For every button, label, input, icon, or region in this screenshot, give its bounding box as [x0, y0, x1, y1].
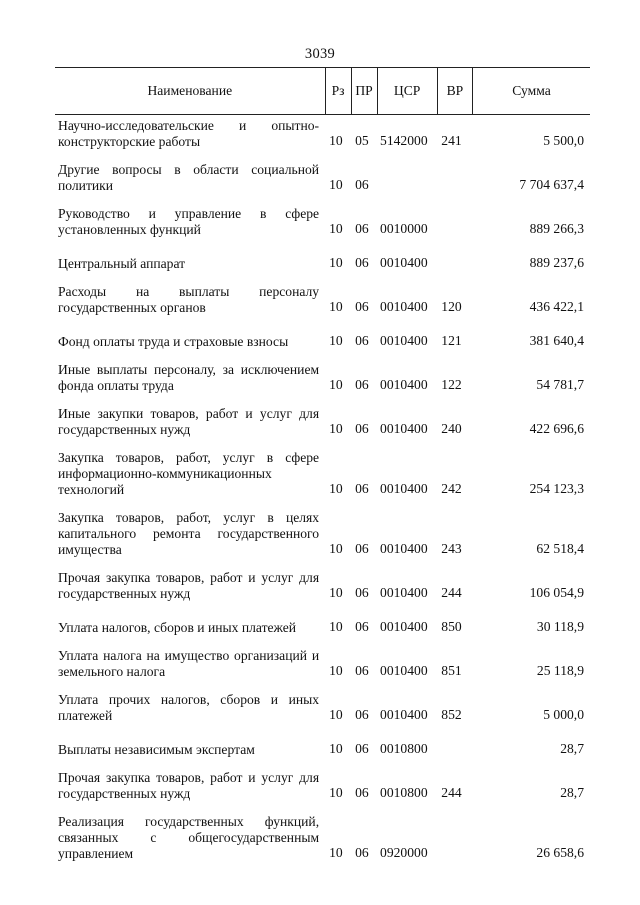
page-number: 3039 [304, 46, 336, 62]
table-row [55, 726, 590, 760]
row-vr-cell: 241 [441, 133, 462, 148]
row-sum-cell: 254 123,3 [529, 481, 584, 496]
row-csr-cell: 0010400 [380, 333, 428, 348]
row-sum-cell: 381 640,4 [529, 333, 584, 348]
table-row [55, 396, 590, 440]
row-pr-cell: 06 [355, 481, 369, 496]
row-pr-cell: 06 [355, 421, 369, 436]
row-name-cell: Уплата прочих налогов, сборов и иных платежей [58, 692, 320, 723]
row-csr-cell: 0920000 [380, 845, 428, 860]
row-csr-cell: 5142000 [380, 133, 428, 148]
row-pr-cell: 06 [355, 333, 369, 348]
row-name-cell: Выплаты независимым экспертам [58, 742, 255, 757]
row-name-cell: Научно-исследовательские и опытно-конструкторские работы [58, 118, 320, 149]
row-vr-cell: 242 [441, 481, 462, 496]
row-name-cell: Закупка товаров, работ, услуг в целях капитального ремонта государственного имущества [58, 510, 320, 557]
row-sum-cell: 28,7 [560, 785, 584, 800]
column-header-sum: Сумма [473, 68, 590, 115]
row-vr-cell [437, 804, 472, 864]
row-csr-cell: 0010400 [380, 585, 428, 600]
row-vr-cell [437, 726, 472, 760]
table-body [55, 115, 590, 865]
row-rz-cell: 10 [329, 333, 343, 348]
row-sum-cell: 5 500,0 [543, 133, 584, 148]
row-vr-cell: 122 [441, 377, 462, 392]
row-vr-cell [437, 196, 472, 240]
row-vr-cell: 121 [441, 333, 462, 348]
table-row [55, 274, 590, 318]
row-sum-cell: 106 054,9 [529, 585, 584, 600]
row-rz-cell: 10 [329, 585, 343, 600]
row-pr-cell: 06 [355, 663, 369, 678]
row-sum-cell: 26 658,6 [536, 845, 584, 860]
row-pr-cell: 06 [355, 585, 369, 600]
row-csr-cell: 0010400 [380, 299, 428, 314]
budget-table [55, 67, 590, 864]
row-vr-cell: 851 [441, 663, 462, 678]
row-csr-cell: 0010000 [380, 221, 428, 236]
column-header-rz: Рз [325, 68, 351, 115]
row-rz-cell: 10 [329, 133, 343, 148]
row-sum-cell: 25 118,9 [536, 663, 584, 678]
table-row [55, 682, 590, 726]
row-sum-cell: 889 266,3 [529, 221, 584, 236]
table-row [55, 804, 590, 864]
row-pr-cell: 06 [355, 541, 369, 556]
table-row [55, 115, 590, 153]
row-pr-cell: 06 [355, 177, 369, 192]
row-csr-cell: 0010400 [380, 707, 428, 722]
row-rz-cell: 10 [329, 741, 343, 756]
row-name-cell: Руководство и управление в сфере установленных функций [58, 206, 320, 237]
row-name-cell: Закупка товаров, работ, услуг в сфере информационно-коммуникационных технологий [58, 450, 320, 497]
column-header-pr: ПР [351, 68, 377, 115]
row-csr-cell: 0010400 [380, 619, 428, 634]
table-row [55, 240, 590, 274]
row-vr-cell [437, 152, 472, 196]
table-row [55, 604, 590, 638]
row-rz-cell: 10 [329, 377, 343, 392]
row-vr-cell [437, 240, 472, 274]
row-csr-cell: 0010400 [380, 481, 428, 496]
column-header-csr: ЦСР [377, 68, 437, 115]
row-name-cell: Реализация государственных функций, связанных с общегосударственным управлением [58, 814, 320, 861]
row-sum-cell: 7 704 637,4 [519, 177, 584, 192]
row-csr-cell: 0010800 [380, 785, 428, 800]
row-rz-cell: 10 [329, 541, 343, 556]
table-row [55, 196, 590, 240]
row-vr-cell: 120 [441, 299, 462, 314]
row-name-cell: Другие вопросы в области социальной политики [58, 162, 320, 193]
table-row [55, 560, 590, 604]
row-sum-cell: 422 696,6 [529, 421, 584, 436]
row-name-cell: Фонд оплаты труда и страховые взносы [58, 334, 289, 349]
row-rz-cell: 10 [329, 177, 343, 192]
row-vr-cell: 850 [441, 619, 462, 634]
row-pr-cell: 06 [355, 707, 369, 722]
table-row [55, 500, 590, 560]
row-pr-cell: 06 [355, 619, 369, 634]
table-row [55, 638, 590, 682]
row-name-cell: Прочая закупка товаров, работ и услуг для государственных нужд [58, 770, 320, 801]
row-name-cell: Прочая закупка товаров, работ и услуг для государственных нужд [58, 570, 320, 601]
row-name-cell: Уплата налогов, сборов и иных платежей [58, 620, 297, 635]
row-vr-cell: 852 [441, 707, 462, 722]
row-name-cell: Расходы на выплаты персоналу государственных органов [58, 284, 320, 315]
table-row [55, 760, 590, 804]
row-rz-cell: 10 [329, 785, 343, 800]
row-csr-cell: 0010800 [380, 741, 428, 756]
row-sum-cell: 436 422,1 [529, 299, 584, 314]
row-rz-cell: 10 [329, 255, 343, 270]
row-sum-cell: 889 237,6 [529, 255, 584, 270]
row-rz-cell: 10 [329, 481, 343, 496]
row-csr-cell: 0010400 [380, 663, 428, 678]
table-row [55, 352, 590, 396]
row-vr-cell: 244 [441, 585, 462, 600]
row-csr-cell [377, 152, 437, 196]
row-pr-cell: 06 [355, 377, 369, 392]
row-csr-cell: 0010400 [380, 255, 428, 270]
row-csr-cell: 0010400 [380, 421, 428, 436]
row-rz-cell: 10 [329, 707, 343, 722]
row-pr-cell: 06 [355, 299, 369, 314]
table-row [55, 152, 590, 196]
row-rz-cell: 10 [329, 845, 343, 860]
row-pr-cell: 06 [355, 221, 369, 236]
row-csr-cell: 0010400 [380, 541, 428, 556]
column-header-name: Наименование [55, 68, 325, 115]
row-pr-cell: 06 [355, 845, 369, 860]
column-header-vr: ВР [437, 68, 472, 115]
row-name-cell: Иные закупки товаров, работ и услуг для государственных нужд [58, 406, 320, 437]
row-sum-cell: 28,7 [560, 741, 584, 756]
row-pr-cell: 06 [355, 255, 369, 270]
row-pr-cell: 06 [355, 785, 369, 800]
table-row [55, 440, 590, 500]
row-name-cell: Иные выплаты персоналу, за исключением фонда оплаты труда [58, 362, 320, 393]
row-rz-cell: 10 [329, 663, 343, 678]
row-name-cell: Центральный аппарат [58, 256, 186, 271]
row-vr-cell: 243 [441, 541, 462, 556]
row-pr-cell: 06 [355, 741, 369, 756]
row-sum-cell: 5 000,0 [543, 707, 584, 722]
row-rz-cell: 10 [329, 421, 343, 436]
table-row [55, 318, 590, 352]
row-vr-cell: 240 [441, 421, 462, 436]
row-rz-cell: 10 [329, 299, 343, 314]
row-sum-cell: 30 118,9 [536, 619, 584, 634]
row-sum-cell: 62 518,4 [536, 541, 584, 556]
row-name-cell: Уплата налога на имущество организаций и земельного налога [58, 648, 320, 679]
row-csr-cell: 0010400 [380, 377, 428, 392]
row-rz-cell: 10 [329, 619, 343, 634]
table-header [55, 68, 590, 115]
row-vr-cell: 244 [441, 785, 462, 800]
row-rz-cell: 10 [329, 221, 343, 236]
row-sum-cell: 54 781,7 [536, 377, 584, 392]
row-pr-cell: 05 [355, 133, 369, 148]
